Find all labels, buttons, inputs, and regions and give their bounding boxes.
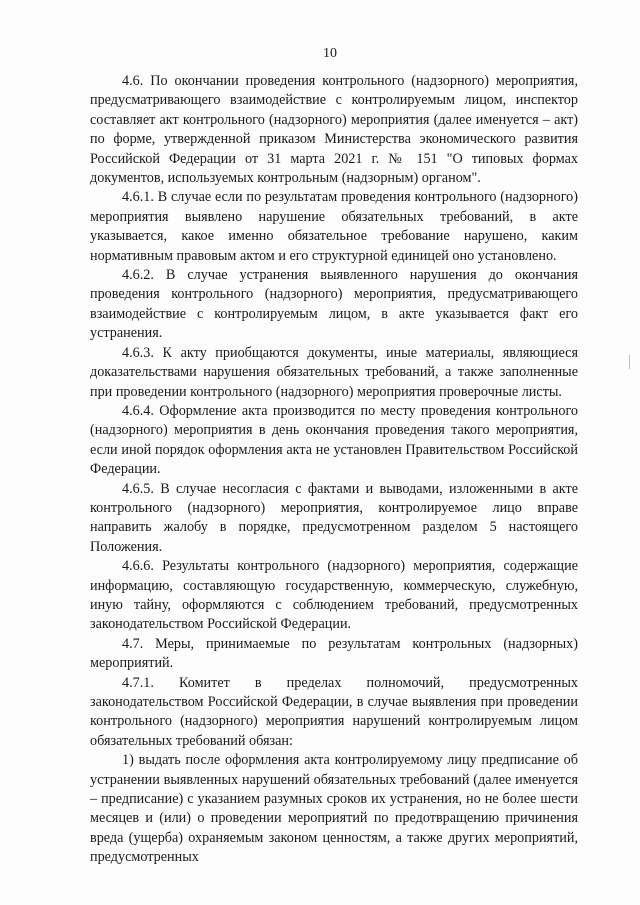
paragraph-4-7: 4.7. Меры, принимаемые по результатам контрольных (надзорных) мероприятий.	[90, 635, 578, 672]
paragraph-4-6-4: 4.6.4. Оформление акта производится по месту проведения контрольного (надзорного) мероприятия в день окончания проведения такого мероприятия, если иной порядок оформления акта не установлен Правительством Российской Федерации.	[90, 402, 578, 478]
paragraph-4-7-1-item-1: 1) выдать после оформления акта контролируемому лицу предписание об устранении выявленных нарушений обязательных требований (далее именуется – предписание) с указанием разумных сроков их устранения, но не более шести месяцев и (или) о проведении мероприятий по предотвращению причинения вреда (ущерба) охраняемым законом ценностям, а также других мероприятий, предусмотренных	[90, 752, 578, 866]
paragraph-4-6-6: 4.6.6. Результаты контрольного (надзорного) мероприятия, содержащие информацию, составляющую государственную, коммерческую, служебную, иную тайну, оформляются с соблюдением требований, предусмотренных законодательством Российской Федерации.	[90, 558, 578, 633]
document-body	[90, 72, 578, 868]
paragraph-4-6: 4.6. По окончании проведения контрольного (надзорного) мероприятия, предусматривающего взаимодействие с контролируемым лицом, инспектор составляет акт контрольного (надзорного) мероприятия (далее именуется – акт) по форме, утвержденной приказом Министерства экономического развития Российской Федерации от 31 марта 2021 г. № 151 "О типовых формах документов, используемых контрольным (надзорным) органом".	[90, 73, 578, 187]
paragraph-4-6-2: 4.6.2. В случае устранения выявленного нарушения до окончания проведения контрольного (надзорного) мероприятия, предусматривающего взаимодействие с контролируемым лицом, в акте указывается факт его устранения.	[90, 267, 578, 342]
paragraph-4-6-5: 4.6.5. В случае несогласия с фактами и выводами, изложенными в акте контрольного (надзорного) мероприятия, контролируемое лицо вправе направить жалобу в порядке, предусмотренном разделом 5 настоящего Положения.	[90, 480, 578, 555]
paragraph-4-7-1: 4.7.1. Комитет в пределах полномочий, предусмотренных законодательством Российской Федерации, в случае выявления при проведении контрольного (надзорного) мероприятия нарушений контролируемым лицом обязательных требований обязан:	[90, 674, 578, 749]
scan-artifact-mark	[629, 355, 630, 369]
paragraph-4-6-1: 4.6.1. В случае если по результатам проведения контрольного (надзорного) мероприятия выявлено нарушение обязательных требований, в акте указывается, какое именно обязательное требование нарушено, каким нормативным правовым актом и его структурной единицей оно установлено.	[90, 189, 578, 264]
paragraph-4-6-3: 4.6.3. К акту приобщаются документы, иные материалы, являющиеся доказательствами нарушения обязательных требований, а также заполненные при проведении контрольного (надзорного) мероприятия проверочные листы.	[90, 344, 578, 400]
page-number: 10	[323, 46, 337, 61]
